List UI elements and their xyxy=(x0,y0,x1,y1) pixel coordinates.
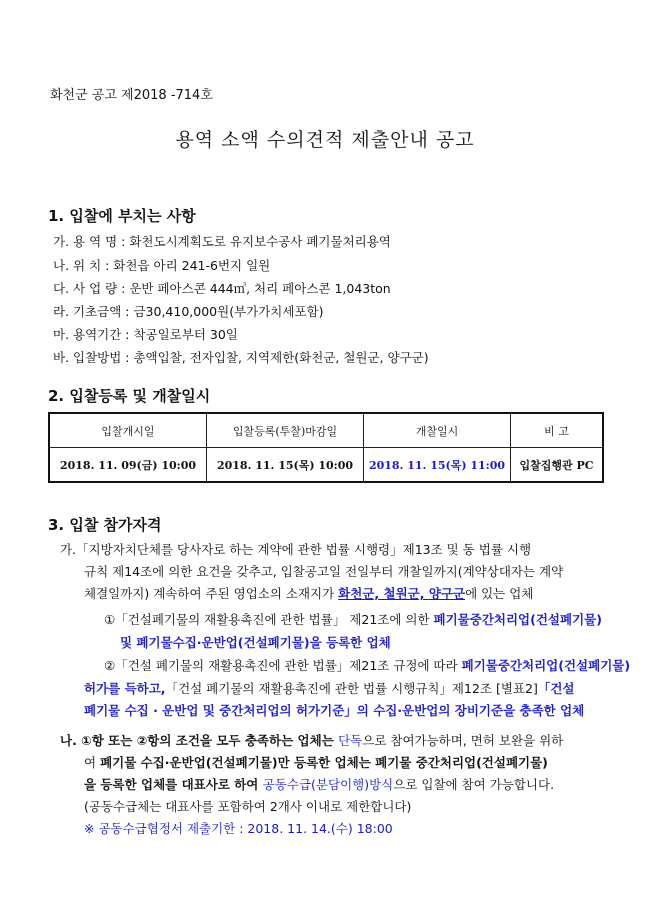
table-row xyxy=(49,448,603,483)
item-quantity: 다. 사 업 량 : 운반 페아스콘 444㎥, 처리 페아스콘 1,043ton xyxy=(53,281,391,296)
cond1-text: ①「건설폐기물의 재활용촉진에 관한 법률」 제21조에 의한 xyxy=(104,612,434,627)
item-service-name: 가. 용 역 명 : 화천도시계획도로 유지보수공사 폐기물처리용역 xyxy=(53,234,391,249)
item-base-price: 라. 기초금액 : 금30,410,000원(부가가치세포함) xyxy=(53,304,324,319)
na-text4: 을 등록한 업체를 대표사로 하여 xyxy=(84,777,263,792)
cond2-line2 xyxy=(84,679,574,697)
section2-heading: 2. 입찰등록 및 개찰일시 xyxy=(48,387,211,405)
cond1-line1 xyxy=(104,610,602,628)
na-text3: 여 xyxy=(84,755,101,770)
item-period: 마. 용역기간 : 착공일로부터 30일 xyxy=(53,327,238,342)
cond1-highlight: 폐기물중간처리업(건설폐기물) xyxy=(433,612,602,627)
item-location: 나. 위 치 : 화천읍 아리 241-6번지 일원 xyxy=(53,258,271,273)
col-bid-start: 입찰개시일 xyxy=(49,413,207,448)
na-bold-text: 폐기물 수집·운반업(건설폐기물)만 등록한 업체는 폐기물 중간처리업(건설폐기물) xyxy=(100,755,548,770)
col-opening: 개찰일시 xyxy=(364,413,511,448)
na-line1 xyxy=(60,731,563,749)
na-line2 xyxy=(84,753,548,771)
cond2-line3 xyxy=(84,701,584,719)
na-line4: (공동수급체는 대표사를 포함하여 2개사 이내로 제한합니다) xyxy=(84,799,412,814)
col-remarks: 비 고 xyxy=(511,413,604,448)
region-highlight: 화천군, 철원군, 양구군 xyxy=(338,586,466,601)
cond2-line1 xyxy=(104,656,630,674)
ga-line2: 규칙 제14조에 의한 요건을 갖추고, 입찰공고일 전일부터 개찰일까지(계약상대자는 계약 xyxy=(84,564,564,579)
notice-number: 화천군 공고 제2018 -714호 xyxy=(50,88,213,103)
val-opening: 2018. 11. 15(목) 11:00 xyxy=(364,448,511,483)
cond2-std: 폐기물 수집 · 운반업 및 중간처리업의 허가기준」 xyxy=(84,703,357,718)
section1-heading: 1. 입찰에 부치는 사항 xyxy=(48,207,196,225)
val-bid-deadline: 2018. 11. 15(목) 10:00 xyxy=(207,448,364,483)
na-text2: 으로 참여가능하며, 면허 보완을 위하 xyxy=(362,733,564,748)
cond2-permit: 허가를 득하고, xyxy=(84,681,166,696)
na-text5: 으로 입찰에 참여 가능합니다. xyxy=(393,777,555,792)
na-deadline: ※ 공동수급협정서 제출기한 : 2018. 11. 14.(수) 18:00 xyxy=(84,821,393,836)
cond2-highlight: 폐기물중간처리업(건설폐기물) xyxy=(461,658,631,673)
cond2-std-start: 「건설 xyxy=(537,681,575,696)
ga-line3 xyxy=(84,584,533,602)
item-method: 바. 입찰방법 : 총액입찰, 전자입찰, 지역제한(화천군, 철원군, 양구군) xyxy=(53,350,429,365)
val-remarks: 입찰집행관 PC xyxy=(511,448,604,483)
na-text1: 나. ①항 또는 ②항의 조건을 모두 충족하는 업체는 xyxy=(60,733,339,748)
schedule-table xyxy=(48,412,604,483)
ga-line3-end: 에 있는 업체 xyxy=(465,586,534,601)
col-bid-deadline: 입찰등록(투찰)마감일 xyxy=(207,413,364,448)
section3-heading: 3. 입찰 참가자격 xyxy=(48,516,162,534)
cond2-std-end: 의 수집·운반업의 장비기준을 충족한 업체 xyxy=(356,703,585,718)
ga-line1: 가.「지방자치단체를 당사자로 하는 계약에 관한 법률 시행령」제13조 및 동 법률 시행 xyxy=(60,542,532,557)
cond2-rule: 「건설 폐기물의 재활용촉진에 관한 법률 시행규칙」제12조 [별표2] xyxy=(165,681,538,696)
cond1-line2: 및 폐기물수집·운반업(건설폐기물)을 등록한 업체 xyxy=(120,635,391,650)
ga-line3-text: 체결일까지) 계속하여 주된 영업소의 소재지가 xyxy=(84,586,339,601)
page-title: 용역 소액 수의견적 제출안내 공고 xyxy=(175,129,475,151)
val-bid-start: 2018. 11. 09(금) 10:00 xyxy=(49,448,207,483)
cond2-text: ②「건설 폐기물의 재활용촉진에 관한 법률」제21조 규정에 따라 xyxy=(104,658,462,673)
na-line3 xyxy=(84,775,554,793)
na-joint-method: 공동수급(분담이행)방식 xyxy=(262,777,394,792)
table-header-row xyxy=(49,413,603,448)
na-single: 단독 xyxy=(338,733,363,748)
